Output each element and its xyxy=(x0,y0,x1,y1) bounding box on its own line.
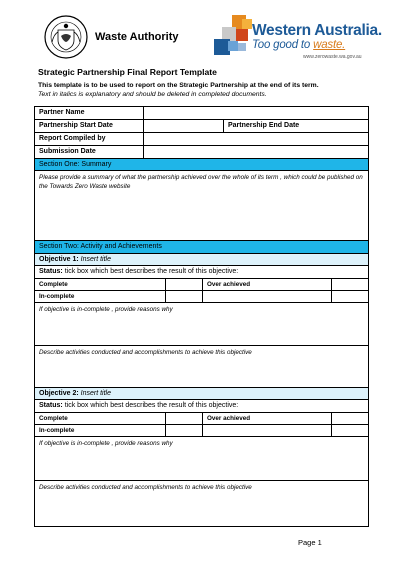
objective-1-reasons-field[interactable]: If objective is in-complete , provide reasons why xyxy=(35,303,368,346)
summary-field[interactable]: Please provide a summary of what the partnership achieved over the whole of its term , which could be published on the Towards Zero Waste website xyxy=(35,171,368,241)
objective-2-complete-checkbox[interactable] xyxy=(166,413,202,424)
status-label: Status: xyxy=(39,402,63,409)
section-one-header: Section One: Summary xyxy=(35,159,368,171)
status-text: tick box which best describes the result of this objective: xyxy=(64,402,239,409)
start-date-field[interactable] xyxy=(144,120,223,132)
objective-1-status xyxy=(35,266,368,279)
western-australia-logo-icon xyxy=(214,15,256,59)
objective-2-over-label: Over achieved xyxy=(207,415,251,422)
end-date-label: Partnership End Date xyxy=(228,122,300,129)
objective-1-complete-label: Complete xyxy=(35,279,368,291)
agency-name: Waste Authority xyxy=(95,31,179,43)
document-header xyxy=(0,0,403,70)
brand-tagline xyxy=(252,39,345,51)
page-number: Page 1 xyxy=(298,538,322,547)
partner-name-label: Partner Name xyxy=(35,107,368,120)
objective-1-over-checkbox[interactable] xyxy=(332,279,368,290)
compiled-by-field[interactable] xyxy=(144,133,368,145)
status-text: tick box which best describes the result of this objective: xyxy=(64,268,239,275)
objective-1-complete-checkbox[interactable] xyxy=(166,279,202,290)
objective-2-incomplete-checkbox[interactable] xyxy=(166,425,202,436)
government-seal-icon xyxy=(44,14,88,60)
objective-2-complete-label: Complete xyxy=(35,413,368,425)
objective-2-title[interactable]: Insert title xyxy=(80,390,111,397)
objective-1-incomplete-checkbox[interactable] xyxy=(166,291,202,302)
document-title: Strategic Partnership Final Report Template xyxy=(38,67,217,77)
objective-1-over-label: Over achieved xyxy=(207,281,251,288)
objective-1-activities-field[interactable]: Describe activities conducted and accomplishments to achieve this objective xyxy=(35,346,368,388)
brand-url: www.zerowaste.wa.gov.au xyxy=(303,54,362,60)
objective-2-reasons-field[interactable]: If objective is in-complete , provide reasons why xyxy=(35,437,368,481)
objective-2-incomplete-label: In-complete xyxy=(35,425,368,437)
status-label: Status: xyxy=(39,268,63,275)
tagline-prefix: Too good to xyxy=(252,39,314,51)
compiled-by-label: Report Compiled by xyxy=(35,133,368,146)
section-two-header: Section Two: Activity and Achievements xyxy=(35,241,368,254)
tagline-word: waste. xyxy=(313,39,346,51)
objective-2-status xyxy=(35,400,368,413)
start-date-label: Partnership Start Date xyxy=(35,120,368,133)
report-form xyxy=(34,106,369,527)
objective-1-label: Objective 1: xyxy=(39,256,79,263)
objective-2-header xyxy=(35,388,368,400)
submission-date-label: Submission Date xyxy=(35,146,368,159)
objective-2-over-checkbox[interactable] xyxy=(332,413,368,424)
objective-1-title[interactable]: Insert title xyxy=(80,256,111,263)
intro-italic: Text in italics is explanatory and should be deleted in completed documents. xyxy=(38,91,267,98)
objective-1-incomplete-label: In-complete xyxy=(35,291,368,303)
brand-name: Western Australia. xyxy=(252,22,382,39)
intro-bold: This template is to be used to report on the Strategic Partnership at the end of its term. xyxy=(38,82,319,89)
submission-date-field[interactable] xyxy=(144,146,368,158)
objective-1-header xyxy=(35,254,368,266)
objective-2-activities-field[interactable]: Describe activities conducted and accomplishments to achieve this objective xyxy=(39,484,252,491)
objective-2-label: Objective 2: xyxy=(39,390,79,397)
partner-name-field[interactable] xyxy=(144,107,368,119)
